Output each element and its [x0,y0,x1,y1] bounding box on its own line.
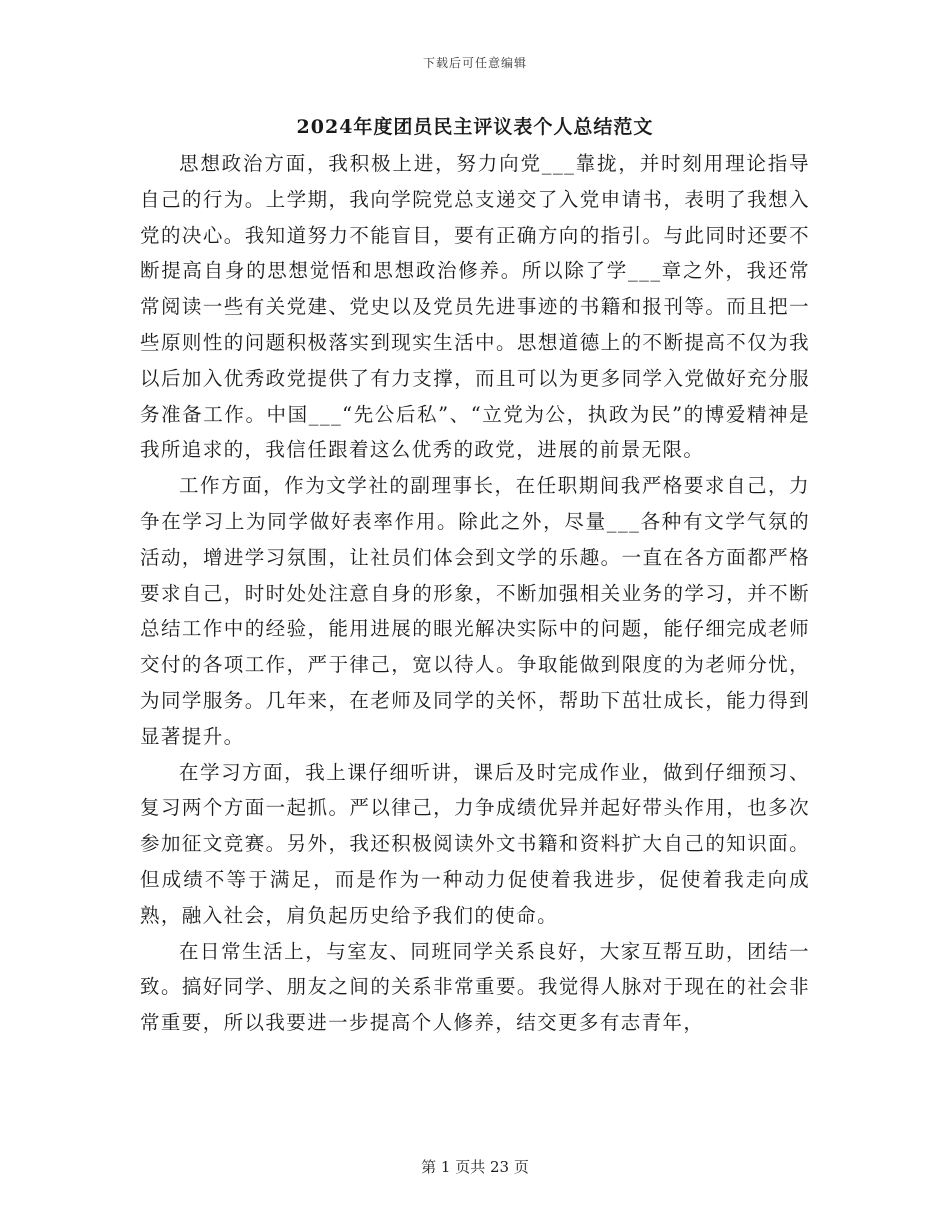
paragraph-work: 工作方面，作为文学社的副理事长，在任职期间我严格要求自己，力争在学习上为同学做好表率作用。除此之外，尽量___各种有文学气氛的活动，增进学习氛围，让社员们体会到文学的乐趣。一直在各方面都严格要求自己，时时处处注意自身的形象，不断加强相关业务的学习，并不断总结工作中的经验，能用进展的眼光解决实际中的问题，能仔细完成老师交付的各项工作，严于律己，宽以待人。争取能做到限度的为老师分忧，为同学服务。几年来，在老师及同学的关怀，帮助下茁壮成长，能力得到显著提升。 [140,474,810,748]
paragraph-political: 思想政治方面，我积极上进，努力向党___靠拢，并时刻用理论指导自己的行为。上学期，我向学院党总支递交了入党申请书，表明了我想入党的决心。我知道努力不能盲目，要有正确方向的指引。与此同时还要不断提高自身的思想觉悟和思想政治修养。所以除了学___章之外，我还常常阅读一些有关党建、党史以及党员先进事迹的书籍和报刊等。而且把一些原则性的问题积极落实到现实生活中。思想道德上的不断提高不仅为我以后加入优秀政党提供了有力支撑，而且可以为更多同学入党做好充分服务准备工作。中国___“先公后私”、“立党为公，执政为民”的博爱精神是我所追求的，我信任跟着这么优秀的政党，进展的前景无限。 [140,152,810,462]
document-title: 2024年度团员民主评议表个人总结范文 [296,116,654,138]
paragraph-study: 在学习方面，我上课仔细听讲，课后及时完成作业，做到仔细预习、复习两个方面一起抓。严以律己，力争成绩优异并起好带头作用，也多次参加征文竞赛。另外，我还积极阅读外文书籍和资料扩大自己的知识面。但成绩不等于满足，而是作为一种动力促使着我进步，促使着我走向成熟，融入社会，肩负起历史给予我们的使命。 [140,760,810,927]
paragraph-daily-life: 在日常生活上，与室友、同班同学关系良好，大家互帮互助，团结一致。搞好同学、朋友之间的关系非常重要。我觉得人脉对于现在的社会非常重要，所以我要进一步提高个人修养，结交更多有志青年， [140,939,810,1035]
page-number: 第 1 页共 23 页 [421,1158,529,1176]
document-body [140,146,810,1041]
header-note: 下载后可任意编辑 [422,56,527,70]
